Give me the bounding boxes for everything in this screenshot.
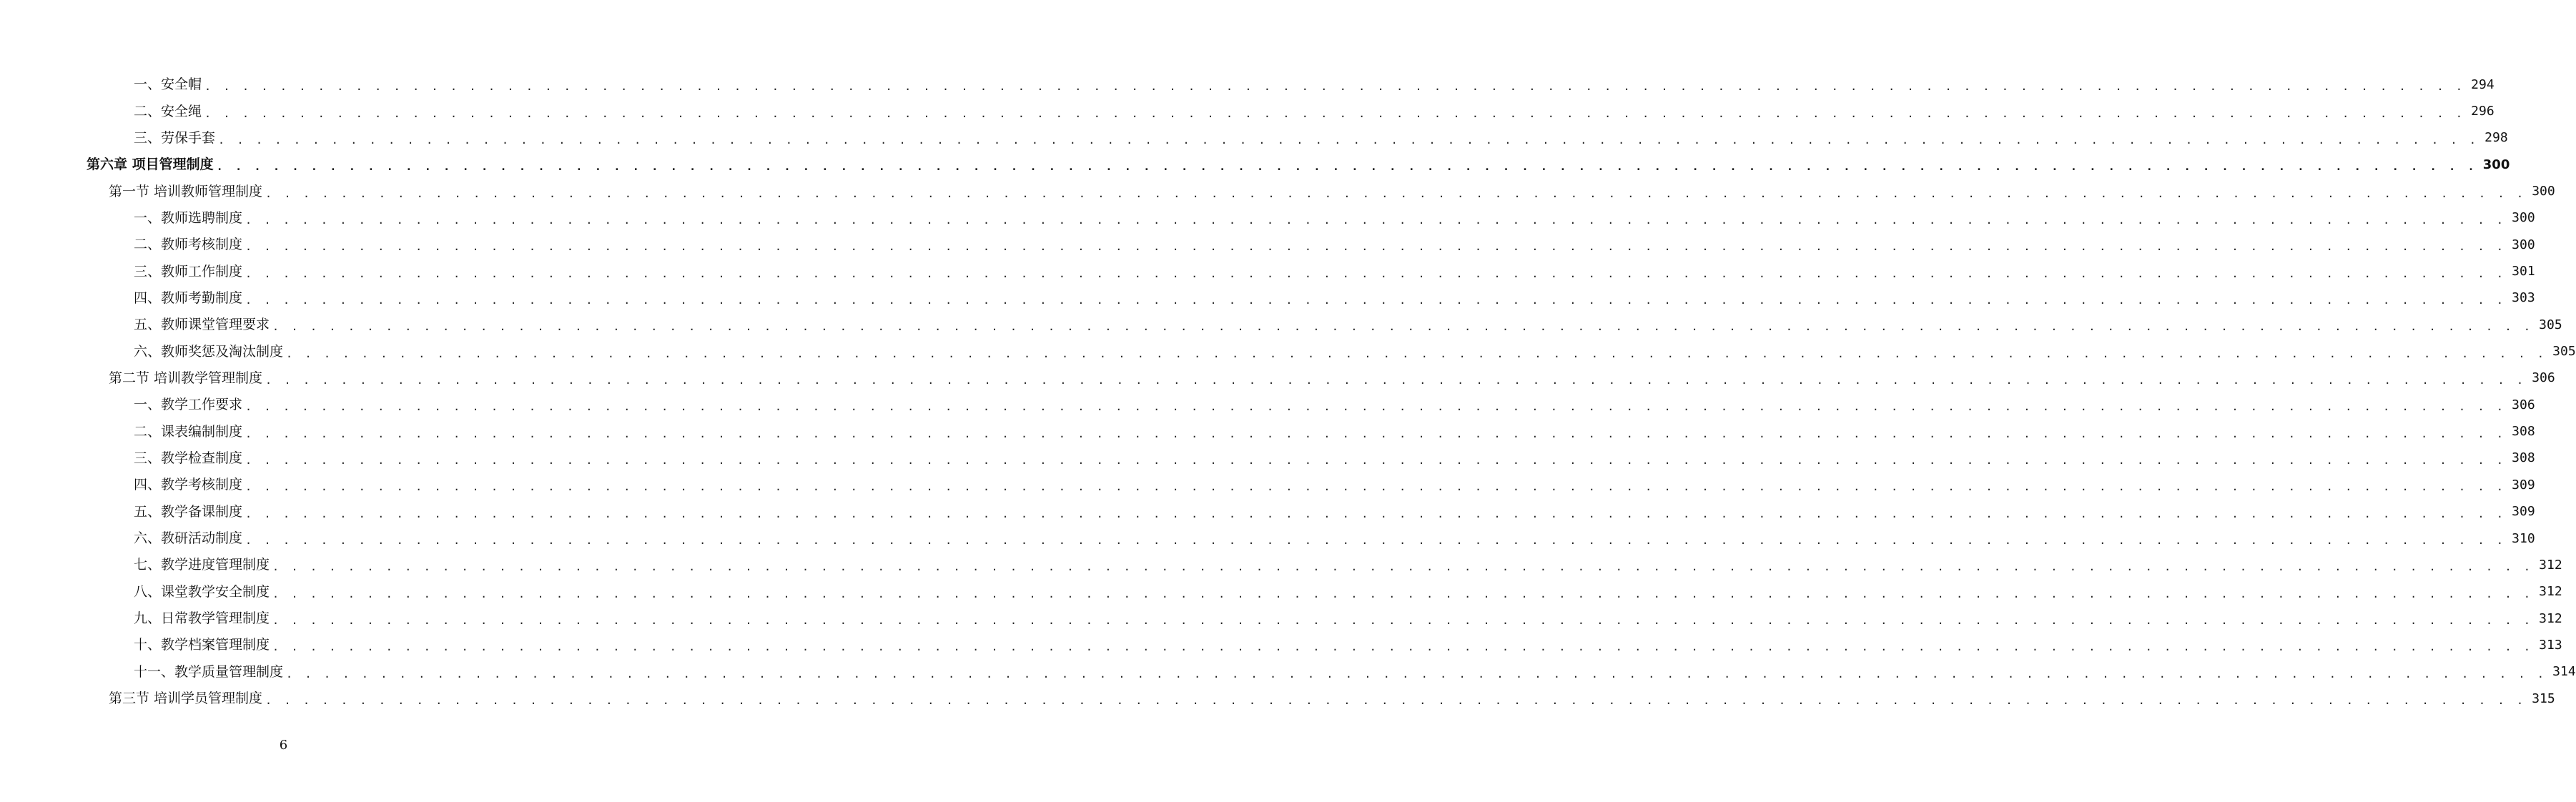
- toc-entry-page: 305: [2547, 345, 2576, 358]
- toc-dot-leader: . . . . . . . . . . . . . . . . . . . . . . . . . . . . . . . . . . . . . . . . . . . . . . . . . . . . . . . . . . . . . . . . . . . . . . . . . . . . . . . . . . . . . . . . . . . . . . . . . . . . . . . . . . . . . . . . . . . . . . . .: [272, 614, 2534, 628]
- toc-dot-leader: . . . . . . . . . . . . . . . . . . . . . . . . . . . . . . . . . . . . . . . . . . . . . . . . . . . . . . . . . . . . . . . . . . . . . . . . . . . . . . . . . . . . . . . . . . . . . . . . . . . . . . . . . . . . . . . . . . . . . . . .: [245, 240, 2507, 254]
- toc-entry-page: 312: [2533, 613, 2562, 625]
- toc-dot-leader: . . . . . . . . . . . . . . . . . . . . . . . . . . . . . . . . . . . . . . . . . . . . . . . . . . . . . . . . . . . . . . . . . . . . . . . . . . . . . . . . . . . . . . . . . . . . . . . . . . . . . . . . . . . . . . . . . . . . . . . .: [204, 80, 2466, 94]
- toc-dot-leader: . . . . . . . . . . . . . . . . . . . . . . . . . . . . . . . . . . . . . . . . . . . . . . . . . . . . . . . . . . . . . . . . . . . . . . . . . . . . . . . . . . . . . . . . . . . . . . . . . . . . . . . . . . . . . . . . . . . . . . . .: [286, 667, 2547, 680]
- toc-entry-page: 294: [2465, 79, 2494, 91]
- toc-section-entry[interactable]: [0, 685, 2555, 712]
- table-of-contents: [0, 71, 2576, 712]
- toc-dot-leader: . . . . . . . . . . . . . . . . . . . . . . . . . . . . . . . . . . . . . . . . . . . . . . . . . . . . . . . . . . . . . . . . . . . . . . . . . . . . . . . . . . . . . . . . . . . . . . . . . . . . . . . . . . . . . . . . . . . . . . . .: [265, 694, 2527, 708]
- toc-dot-leader: . . . . . . . . . . . . . . . . . . . . . . . . . . . . . . . . . . . . . . . . . . . . . . . . . . . . . . . . . . . . . . . . . . . . . . . . . . . . . . . . . . . . . . . . . . . . . . . . . . . . . . . . . . . . . . . . . . . . . . . .: [272, 640, 2534, 654]
- toc-section-entry[interactable]: [0, 365, 2555, 392]
- toc-entry-page: 303: [2506, 292, 2535, 305]
- toc-item-entry[interactable]: [0, 125, 2508, 152]
- toc-entry-page: 313: [2533, 639, 2562, 652]
- toc-item-entry[interactable]: [0, 232, 2535, 258]
- toc-entry-page: 300: [2526, 185, 2555, 198]
- toc-item-entry[interactable]: [0, 258, 2535, 284]
- toc-dot-leader: . . . . . . . . . . . . . . . . . . . . . . . . . . . . . . . . . . . . . . . . . . . . . . . . . . . . . . . . . . . . . . . . . . . . . . . . . . . . . . . . . . . . . . . . . . . . . . . . . . . . . . . . . . . . . . . . . . . . . . . .: [245, 427, 2507, 440]
- toc-item-entry[interactable]: [0, 312, 2562, 338]
- toc-entry-label: 第三节 培训学员管理制度: [109, 692, 265, 706]
- toc-item-entry[interactable]: [0, 418, 2535, 445]
- toc-item-entry[interactable]: [0, 338, 2576, 365]
- toc-dot-leader: . . . . . . . . . . . . . . . . . . . . . . . . . . . . . . . . . . . . . . . . . . . . . . . . . . . . . . . . . . . . . . . . . . . . . . . . . . . . . . . . . . . . . . . . . . . . . . . . . . . . . . . . . . . . . . . . . . . . . . . .: [245, 293, 2507, 307]
- toc-entry-page: 308: [2506, 425, 2535, 438]
- toc-entry-page: 308: [2506, 452, 2535, 465]
- page-number: 6: [279, 738, 288, 753]
- toc-item-entry[interactable]: [0, 632, 2562, 658]
- toc-entry-page: 314: [2547, 665, 2576, 678]
- toc-dot-leader: . . . . . . . . . . . . . . . . . . . . . . . . . . . . . . . . . . . . . . . . . . . . . . . . . . . . . . . . . . . . . . . . . . . . . . . . . . . . . . . . . . . . . . . . . . . . . . . . . . . . . . . . . . . . . . . . . . . . . . . .: [272, 560, 2534, 574]
- toc-dot-leader: . . . . . . . . . . . . . . . . . . . . . . . . . . . . . . . . . . . . . . . . . . . . . . . . . . . . . . . . . . . . . . . . . . . . . . . . . . . . . . . . . . . . . . . . . . . . . . . . . . . . . . . . . . . . . . . . . . . . . . . .: [265, 373, 2527, 387]
- toc-item-entry[interactable]: [0, 605, 2562, 632]
- toc-item-entry[interactable]: [0, 205, 2535, 232]
- toc-entry-page: 298: [2479, 132, 2508, 144]
- toc-entry-label: 一、安全帽: [134, 78, 204, 91]
- toc-entry-page: 309: [2506, 505, 2535, 518]
- toc-entry-page: 312: [2533, 559, 2562, 572]
- toc-entry-page: 309: [2506, 479, 2535, 492]
- toc-entry-label: 二、安全绳: [134, 105, 204, 119]
- toc-entry-label: 四、教师考勤制度: [134, 292, 245, 305]
- toc-item-entry[interactable]: [0, 392, 2535, 418]
- toc-dot-leader: . . . . . . . . . . . . . . . . . . . . . . . . . . . . . . . . . . . . . . . . . . . . . . . . . . . . . . . . . . . . . . . . . . . . . . . . . . . . . . . . . . . . . . . . . . . . . . . . . . . . . . . . . . . . . . . . . . . . . . . .: [265, 187, 2527, 200]
- toc-item-entry[interactable]: [0, 579, 2562, 605]
- toc-entry-page: 301: [2506, 265, 2535, 278]
- toc-item-entry[interactable]: [0, 98, 2494, 124]
- toc-dot-leader: . . . . . . . . . . . . . . . . . . . . . . . . . . . . . . . . . . . . . . . . . . . . . . . . . . . . . . . . . . . . . . . . . . . . . . . . . . . . . . . . . . . . . . . . . . . . . . . . . . . . . . . . . . . . . . . . . . . . . . . .: [218, 133, 2479, 147]
- toc-entry-page: 300: [2506, 212, 2535, 224]
- toc-entry-page: 296: [2465, 105, 2494, 118]
- toc-entry-page: 300: [2506, 239, 2535, 252]
- toc-item-entry[interactable]: [0, 71, 2494, 98]
- toc-item-entry[interactable]: [0, 552, 2562, 578]
- toc-dot-leader: . . . . . . . . . . . . . . . . . . . . . . . . . . . . . . . . . . . . . . . . . . . . . . . . . . . . . . . . . . . . . . . . . . . . . . . . . . . . . . . . . . . . . . . . . . . . . . . . . . . . . . . . . . . . . . . . . . . . . . . .: [286, 347, 2547, 360]
- toc-entry-page: 306: [2526, 372, 2555, 385]
- toc-entry-label: 第六章 项目管理制度: [87, 158, 217, 172]
- toc-entry-label: 三、劳保手套: [134, 132, 218, 145]
- toc-entry-label: 第二节 培训教学管理制度: [109, 372, 265, 385]
- toc-entry-label: 十一、教学质量管理制度: [134, 665, 286, 679]
- toc-item-entry[interactable]: [0, 472, 2535, 498]
- toc-dot-leader: . . . . . . . . . . . . . . . . . . . . . . . . . . . . . . . . . . . . . . . . . . . . . . . . . . . . . . . . . . . . . . . . . . . . . . . . . . . . . . . . . . . . . . . . . . . . . . . . . . . . . . . . . . . . . . . . . . . . . . . .: [245, 453, 2507, 467]
- toc-dot-leader: . . . . . . . . . . . . . . . . . . . . . . . . . . . . . . . . . . . . . . . . . . . . . . . . . . . . . . . . . . . . . . . . . . . . . . . . . . . . . . . . . . . . . . . . . . . . . . . . . . . . . . . . . . . . . . . . . . . . . . . .: [245, 480, 2507, 494]
- toc-entry-page: 315: [2526, 693, 2555, 706]
- toc-entry-label: 三、教学检查制度: [134, 452, 245, 465]
- toc-entry-label: 一、教师选聘制度: [134, 212, 245, 225]
- toc-entry-page: 312: [2533, 585, 2562, 598]
- toc-dot-leader: . . . . . . . . . . . . . . . . . . . . . . . . . . . . . . . . . . . . . . . . . . . . . . . . . . . . . . . . . . . . . . . . . . . . . . . . . . . . . . . . . . . . . . . . . . . . . . . . . . . . . . . . . . . . . . . . . . . . . . . .: [245, 400, 2507, 414]
- toc-dot-leader: . . . . . . . . . . . . . . . . . . . . . . . . . . . . . . . . . . . . . . . . . . . . . . . . . . . . . . . . . . . . . . . . . . . . . . . . . . . . . . . . . . . . . . . . . . . . . . . . . . . . . . . . . . . . . . . . . . . . . . . .: [245, 507, 2507, 520]
- toc-dot-leader: . . . . . . . . . . . . . . . . . . . . . . . . . . . . . . . . . . . . . . . . . . . . . . . . . . . . . . . . . . . . . . . . . . . . . . . . . . . . . . . . . . . . . . . . . . . . . . . . . . . . . . . . . . . . . . . . . . . . . . . .: [216, 160, 2477, 174]
- toc-dot-leader: . . . . . . . . . . . . . . . . . . . . . . . . . . . . . . . . . . . . . . . . . . . . . . . . . . . . . . . . . . . . . . . . . . . . . . . . . . . . . . . . . . . . . . . . . . . . . . . . . . . . . . . . . . . . . . . . . . . . . . . .: [272, 320, 2534, 334]
- toc-entry-label: 第一节 培训教师管理制度: [109, 185, 265, 199]
- toc-entry-page: 305: [2533, 319, 2562, 332]
- toc-entry-label: 五、教学备课制度: [134, 505, 245, 519]
- toc-item-entry[interactable]: [0, 525, 2535, 552]
- toc-dot-leader: . . . . . . . . . . . . . . . . . . . . . . . . . . . . . . . . . . . . . . . . . . . . . . . . . . . . . . . . . . . . . . . . . . . . . . . . . . . . . . . . . . . . . . . . . . . . . . . . . . . . . . . . . . . . . . . . . . . . . . . .: [245, 213, 2507, 227]
- toc-dot-leader: . . . . . . . . . . . . . . . . . . . . . . . . . . . . . . . . . . . . . . . . . . . . . . . . . . . . . . . . . . . . . . . . . . . . . . . . . . . . . . . . . . . . . . . . . . . . . . . . . . . . . . . . . . . . . . . . . . . . . . . .: [272, 587, 2534, 600]
- toc-entry-label: 五、教师课堂管理要求: [134, 318, 272, 332]
- toc-entry-label: 九、日常教学管理制度: [134, 612, 272, 625]
- toc-entry-label: 八、课堂教学安全制度: [134, 585, 272, 599]
- toc-item-entry[interactable]: [0, 285, 2535, 312]
- toc-entry-page: 300: [2477, 159, 2510, 172]
- toc-item-entry[interactable]: [0, 445, 2535, 472]
- toc-dot-leader: . . . . . . . . . . . . . . . . . . . . . . . . . . . . . . . . . . . . . . . . . . . . . . . . . . . . . . . . . . . . . . . . . . . . . . . . . . . . . . . . . . . . . . . . . . . . . . . . . . . . . . . . . . . . . . . . . . . . . . . .: [245, 267, 2507, 280]
- toc-entry-page: 310: [2506, 533, 2535, 545]
- toc-entry-label: 一、教学工作要求: [134, 398, 245, 412]
- toc-entry-label: 二、课表编制制度: [134, 425, 245, 439]
- toc-entry-label: 六、教师奖惩及淘汰制度: [134, 345, 286, 359]
- toc-entry-label: 三、教师工作制度: [134, 265, 245, 279]
- toc-entry-label: 十、教学档案管理制度: [134, 638, 272, 652]
- toc-item-entry[interactable]: [0, 499, 2535, 525]
- toc-dot-leader: . . . . . . . . . . . . . . . . . . . . . . . . . . . . . . . . . . . . . . . . . . . . . . . . . . . . . . . . . . . . . . . . . . . . . . . . . . . . . . . . . . . . . . . . . . . . . . . . . . . . . . . . . . . . . . . . . . . . . . . .: [245, 534, 2507, 548]
- toc-item-entry[interactable]: [0, 659, 2576, 685]
- toc-entry-label: 二、教师考核制度: [134, 238, 245, 252]
- toc-entry-label: 六、教研活动制度: [134, 532, 245, 545]
- toc-entry-label: 四、教学考核制度: [134, 478, 245, 492]
- toc-chapter-entry[interactable]: [0, 152, 2510, 178]
- toc-section-entry[interactable]: [0, 178, 2555, 204]
- toc-entry-label: 七、教学进度管理制度: [134, 558, 272, 572]
- toc-entry-page: 306: [2506, 399, 2535, 412]
- toc-dot-leader: . . . . . . . . . . . . . . . . . . . . . . . . . . . . . . . . . . . . . . . . . . . . . . . . . . . . . . . . . . . . . . . . . . . . . . . . . . . . . . . . . . . . . . . . . . . . . . . . . . . . . . . . . . . . . . . . . . . . . . . .: [204, 107, 2466, 120]
